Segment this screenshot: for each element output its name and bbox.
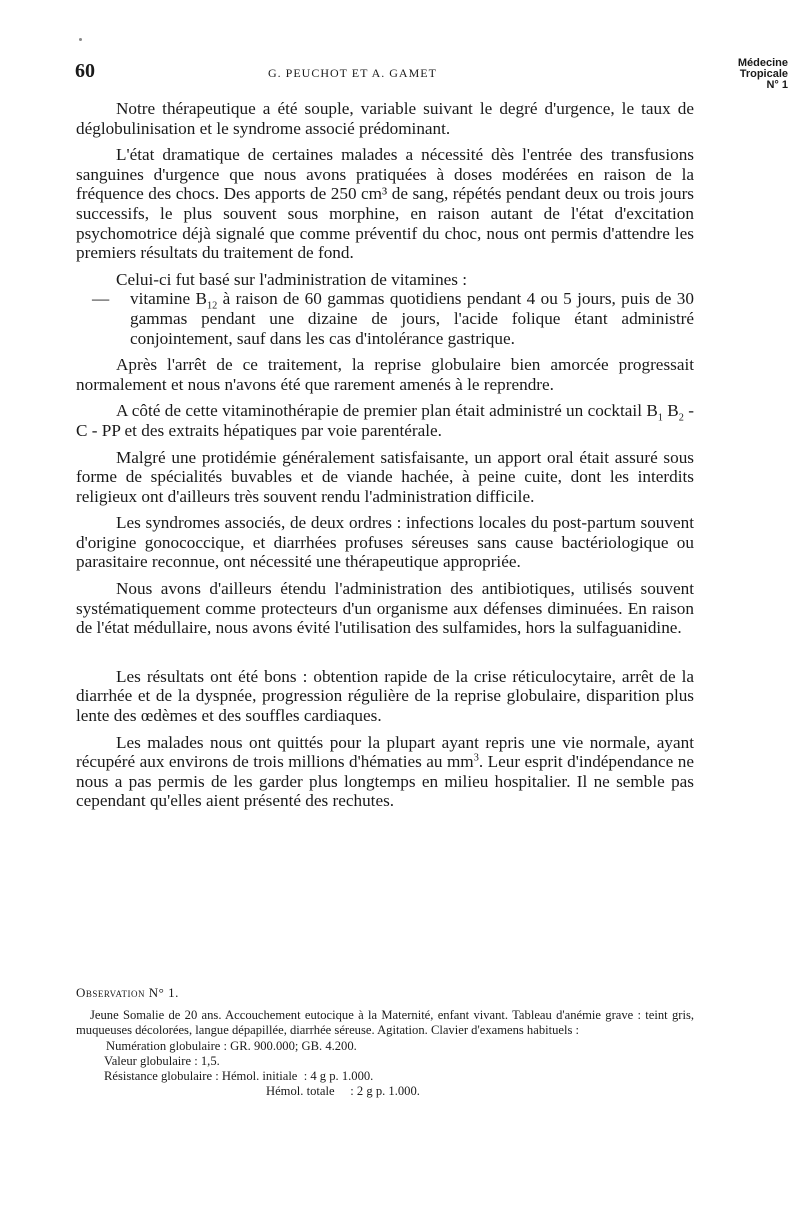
- body-text: [76, 99, 694, 818]
- speck: [79, 38, 82, 41]
- journal-line-1: Médecine: [737, 57, 788, 69]
- journal-line-2: Tropicale: [739, 68, 788, 80]
- paragraph: Les syndromes associés, de deux ordres : infections locales du post-partum souvent d'origine gonococcique, et diarrhées profuses séreuses sans cause bactériologique ou parasitaire reconnue, ont nécessité une thérapeutique appropriée.: [76, 513, 694, 572]
- observation-text: Jeune Somalie de 20 ans. Accouchement eutocique à la Maternité, enfant vivant. Tableau d'anémie grave : teint gris, muqueuses décolorées, langue dépapillée, diarrhée séreuse. Agitation. Clavier d'examens habituels :: [76, 1008, 694, 1038]
- section-gap: [76, 645, 694, 667]
- observation-line: Résistance globulaire : Hémol. initiale : 4 g p. 1.000.: [104, 1069, 374, 1084]
- journal-line-3: N° 1: [766, 79, 788, 91]
- paragraph: Malgré une protidémie généralement satisfaisante, un apport oral était assuré sous forme de spécialités buvables et de viande hachée, à peine cuite, dont les interdits religieux ont d'ailleurs très souvent rendu l'administration difficile.: [76, 447, 694, 506]
- paragraph: Après l'arrêt de ce traitement, la reprise globulaire bien amorcée progressait normalement et nous n'avons été que rarement amenés à le reprendre.: [76, 355, 694, 394]
- paragraph: A côté de cette vitaminothérapie de premier plan était administré un cocktail $B_1$ $B_2$ - C - PP et des extraits hépatiques par voie parentérale.: [76, 401, 694, 440]
- observation-line: Valeur globulaire : 1,5.: [104, 1053, 220, 1068]
- list-item: — vitamine $B_{12}$ à raison de 60 gammas quotidiens pendant 4 ou 5 jours, puis de 30 gammas pendant une dizaine de jours, l'acide folique étant administré conjointement, sauf dans les cas d'intolérance gastrique.: [92, 289, 694, 348]
- page-number: 60: [75, 60, 95, 82]
- observation-title: Observation N° 1.: [76, 985, 179, 1000]
- paragraph: Celui-ci fut basé sur l'administration de vitamines :: [116, 269, 468, 289]
- paragraph: Notre thérapeutique a été souple, variable suivant le degré d'urgence, le taux de déglobulinisation et le syndrome associé prédominant.: [76, 99, 694, 138]
- paragraph: Les malades nous ont quittés pour la plupart ayant repris une vie normale, ayant récupéré aux environs de trois millions d'hématies au $mm^3$. Leur esprit d'indépendance ne nous a pas permis de les garder plus longtemps en milieu hospitalier. Il ne semble pas cependant qu'elles aient présenté des rechutes.: [76, 732, 694, 811]
- observation-block: [76, 985, 694, 1099]
- paragraph: Les résultats ont été bons : obtention rapide de la crise réticulocytaire, arrêt de la diarrhée et de la dyspnée, progression régulière de la reprise globulaire, disparition plus lente des œdèmes et des souffles cardiaques.: [76, 666, 694, 726]
- paragraph: Nous avons d'ailleurs étendu l'administration des antibiotiques, utilisés souvent systématiquement comme protecteurs d'un organisme aux défenses diminuées. En raison de l'état médullaire, nous avons évité l'utilisation des sulfamides, hors la sulfaguanidine.: [76, 579, 694, 638]
- vitamin-list: [76, 289, 694, 348]
- observation-line: Numération globulaire : GR. 900.000; GB. 4.200.: [106, 1038, 357, 1053]
- running-head: G. PEUCHOT ET A. GAMET: [268, 66, 437, 80]
- paragraph: L'état dramatique de certaines malades a nécessité dès l'entrée des transfusions sanguines d'urgence que nous avons pratiquées à doses modérées en raison de la fréquence des chocs. Des apports de 250 cm³ de sang, répétés pendant deux ou trois jours successifs, le plus souvent sous morphine, en raison autant de l'état d'excitation psychomotrice déjà signalé que comme préventif du choc, nous ont permis d'attendre les premiers résultats du traitement de fond.: [76, 145, 694, 263]
- journal-tag: [738, 58, 788, 91]
- observation-line: Hémol. totale : 2 g p. 1.000.: [266, 1084, 420, 1099]
- list-dash: —: [92, 289, 110, 309]
